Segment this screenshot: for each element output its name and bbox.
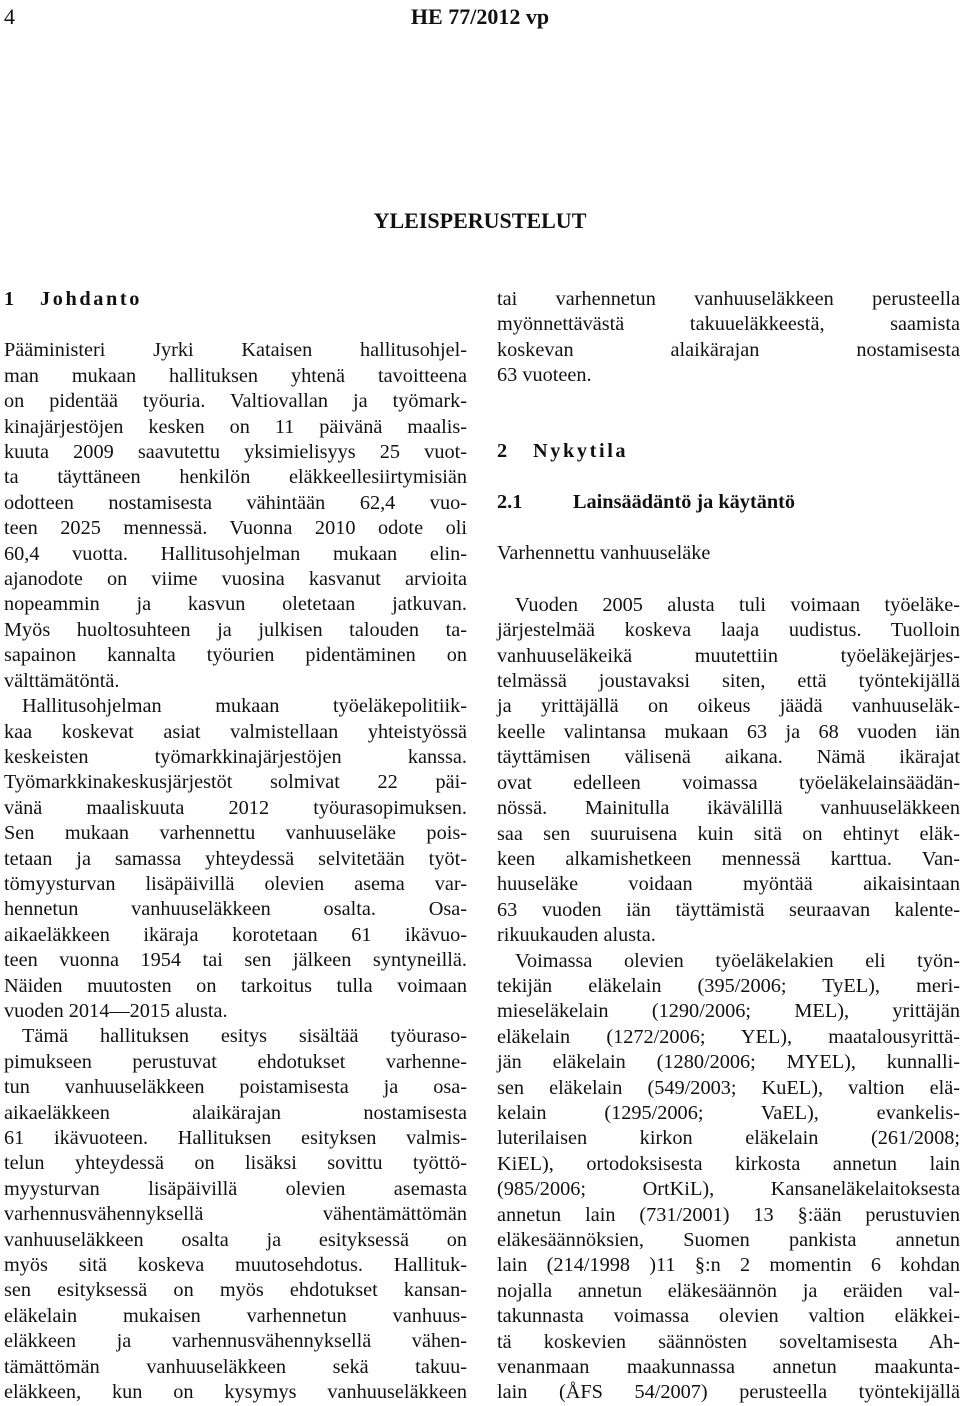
text-line: ovat edelleen voimassa työeläkelainsäädän-	[497, 771, 960, 794]
text-line: vanhuuseläkkeen osalta ja esityksessä on	[4, 1228, 467, 1251]
text-line: 63 vuoden iän täyttämistä seuraavan kalente-	[497, 898, 960, 921]
text-line: mieseläkelain (1290/2006; MEL), yrittäjän	[497, 1000, 960, 1023]
text-line: 60,4 vuotta. Hallitusohjelman mukaan elin-	[4, 542, 467, 565]
early-pension-paragraph-1	[497, 593, 960, 949]
text-line: aikaeläkkeen alaikärajan nostamisesta	[4, 1101, 467, 1124]
text-line: tetaan ja samassa yhteydessä selvitetään työt-	[4, 847, 467, 870]
text-line: Hallitusohjelman mukaan työeläkepolitiik-	[22, 695, 467, 718]
text-line: takunnasta voimassa olevien valtion eläkkei-	[497, 1305, 960, 1328]
text-line: teen vuonna 1954 tai sen jälkeen syntyneillä.	[4, 949, 467, 972]
subheading-early-pension: Varhennettu vanhuuseläke	[497, 542, 711, 565]
text-line: eläkkeen ja varhennusvähennyksellä vähen-	[4, 1330, 467, 1353]
text-line: telmässä joustavaksi siten, että työntekijällä	[497, 670, 960, 693]
heading-current-state: 2 Nykytila	[497, 439, 629, 462]
text-line: annetun lain (731/2001) 13 §:ään perustuvien	[497, 1203, 960, 1226]
text-line: keskeisten työmarkkinajärjestöjen kanssa.	[4, 745, 467, 768]
text-line: huuseläke voidaan myöntää aikaisintaan	[497, 873, 960, 896]
text-line: myysturvan lisäpäivillä olevien asemasta	[4, 1177, 467, 1200]
text-line: 63 vuoteen.	[497, 364, 592, 387]
text-line: KiEL), ortodoksisesta kirkosta annetun lain	[497, 1152, 960, 1175]
text-line: tömyysturvan lisäpäivillä olevien asema var-	[4, 872, 467, 895]
text-line: vanhuuseläkeikä muutettiin työeläkejärjes-	[497, 644, 960, 667]
text-line: sapainon kannalta työurien pidentäminen on	[4, 644, 467, 667]
text-line: Pääministeri Jyrki Kataisen hallitusohjel-	[4, 339, 467, 362]
text-line: Näiden muutosten on tarkoitus tulla voimaan	[4, 974, 467, 997]
text-line: pimukseen perustuvat ehdotukset varhenne-	[4, 1050, 467, 1073]
text-line: Voimassa olevien työeläkelakien eli työn-	[515, 949, 960, 972]
text-line: järjestelmää koskeva laaja uudistus. Tuolloin	[497, 619, 960, 642]
text-line: kuuta 2009 saavutettu yksimielisyys 25 vuot-	[4, 441, 467, 464]
page-number: 4	[4, 4, 15, 29]
text-line: tämättömän vanhuuseläkkeen sekä takuu-	[4, 1355, 467, 1378]
text-line: 61 ikävuoteen. Hallituksen esityksen valmis-	[4, 1127, 467, 1149]
left-column	[4, 287, 467, 1405]
text-line: keelle valintansa mukaan 63 ja 68 vuoden iän	[497, 720, 960, 743]
text-line: varhennusvähennyksellä vähentämättömän	[4, 1203, 467, 1226]
text-line: eläkkeen, kun on kysymys vanhuuseläkkeen	[4, 1381, 467, 1404]
text-line: tekijän eläkelain (395/2006; TyEL), meri-	[497, 974, 960, 997]
text-line: venanmaan maakunnassa annetun maakunta-	[497, 1356, 960, 1379]
text-line: kelain (1295/2006; VaEL), evankelis-	[497, 1101, 960, 1124]
section-title: YLEISPERUSTELUT	[373, 208, 587, 233]
text-line: tun vanhuuseläkkeen poistamisesta ja osa-	[4, 1076, 467, 1099]
text-line: vuoden 2014—2015 alusta.	[4, 999, 228, 1022]
text-line: välttämätöntä.	[4, 669, 120, 692]
text-line: jän eläkelain (1280/2006; MYEL), kunnalli-	[497, 1051, 960, 1074]
text-line: tai varhennetun vanhuuseläkkeen perusteella	[497, 288, 960, 310]
text-line: sen eläkelain (549/2003; KuEL), valtion elä-	[497, 1076, 960, 1099]
text-line: man mukaan hallituksen yhtenä tavoitteena	[4, 364, 467, 387]
text-line: lain (ÅFS 54/2007) perusteella työntekijällä	[497, 1381, 960, 1404]
page-header	[0, 0, 960, 34]
text-line: Tämä hallituksen esitys sisältää työuraso-	[22, 1025, 467, 1048]
text-line: nojalla annetun eläkesäännön ja eräiden val-	[497, 1279, 960, 1302]
early-pension-paragraph-2	[497, 949, 960, 1406]
text-line: Vuoden 2005 alusta tuli voimaan työeläke-	[515, 593, 960, 616]
text-line: myös sitä koskeva muutosehdotus. Hallituk-	[4, 1254, 467, 1277]
introduction-paragraph-1	[4, 338, 467, 1024]
text-line: on pidentää työuria. Valtiovallan ja työmark-	[4, 390, 467, 413]
text-line: nössä. Mainitulla ikävälillä vanhuuseläkkeen	[497, 797, 960, 820]
continued-paragraph	[497, 287, 960, 389]
text-line: rikuukauden alusta.	[497, 924, 656, 947]
text-line: teen 2025 mennessä. Vuonna 2010 odote oli	[4, 517, 467, 540]
text-line: eläkelain mukaisen varhennetun vanhuus-	[4, 1304, 467, 1327]
introduction-paragraph-2	[4, 1024, 467, 1405]
text-line: (985/2006; OrtKiL), Kansaneläkelaitoksesta	[497, 1178, 960, 1201]
text-line: eläkelain (1272/2006; YEL), maatalousyrittä-	[497, 1025, 960, 1048]
text-line: myönnettävästä takuueläkkeestä, saamista	[497, 313, 960, 336]
document-id: HE 77/2012 vp	[410, 4, 550, 29]
heading-introduction: 1 Johdanto	[4, 288, 142, 310]
text-line: kaa koskevat asiat valmistellaan yhteistyössä	[4, 720, 467, 743]
text-line: ta täyttäneen henkilön eläkkeellesiirtymisiän	[4, 466, 467, 489]
text-line: telun yhteydessä on lisäksi sovittu työttö-	[4, 1152, 467, 1175]
text-line: aikaeläkkeen ikäraja korotetaan 61 ikävuo-	[4, 923, 467, 946]
text-line: saa sen suuruisena kuin sitä on ehtinyt eläk-	[497, 822, 960, 845]
text-line: koskevan alaikärajan nostamisesta	[497, 338, 960, 361]
text-line: odotteen nostamisesta vähintään 62,4 vuo-	[4, 491, 467, 514]
text-line: ja yrittäjällä on oikeus jäädä vanhuuseläk-	[497, 695, 960, 718]
text-line: nopeammin ja kasvun oletetaan jatkuvan.	[4, 593, 467, 616]
text-line: kinajärjestöjen kesken on 11 päivänä maalis-	[4, 415, 467, 438]
right-column	[497, 287, 960, 1406]
text-line: eläkesäännöksien, Suomen pankista annetun	[497, 1229, 960, 1251]
text-line: hennetun vanhuuseläkkeen osalta. Osa-	[4, 898, 467, 921]
text-line: täyttämisen välisenä aikana. Nämä ikärajat	[497, 746, 960, 769]
text-line: ajanodote on viime vuosina kasvanut arvioita	[4, 568, 467, 591]
text-line: Sen mukaan varhennettu vanhuuseläke pois-	[4, 822, 467, 845]
text-line: Työmarkkinakeskusjärjestöt solmivat 22 päi-	[4, 771, 467, 794]
text-line: keen alkamishetkeen mennessä karttua. Van-	[497, 847, 960, 870]
text-line: tä koskevien säännösten soveltamisesta Ah-	[497, 1330, 960, 1353]
heading-legislation-practice: 2.1 Lainsäädäntö ja käytäntö	[497, 491, 796, 514]
text-line: lain (214/1998 )11 §:n 2 momentin 6 kohdan	[497, 1254, 960, 1277]
text-line: sen esityksessä on myös ehdotukset kansan-	[4, 1279, 467, 1302]
text-line: luterilaisen kirkon eläkelain (261/2008;	[497, 1127, 960, 1150]
text-line: vänä maaliskuuta 2012 työurasopimuksen.	[4, 796, 467, 819]
text-line: Myös huoltosuhteen ja julkisen talouden ta-	[4, 618, 467, 641]
